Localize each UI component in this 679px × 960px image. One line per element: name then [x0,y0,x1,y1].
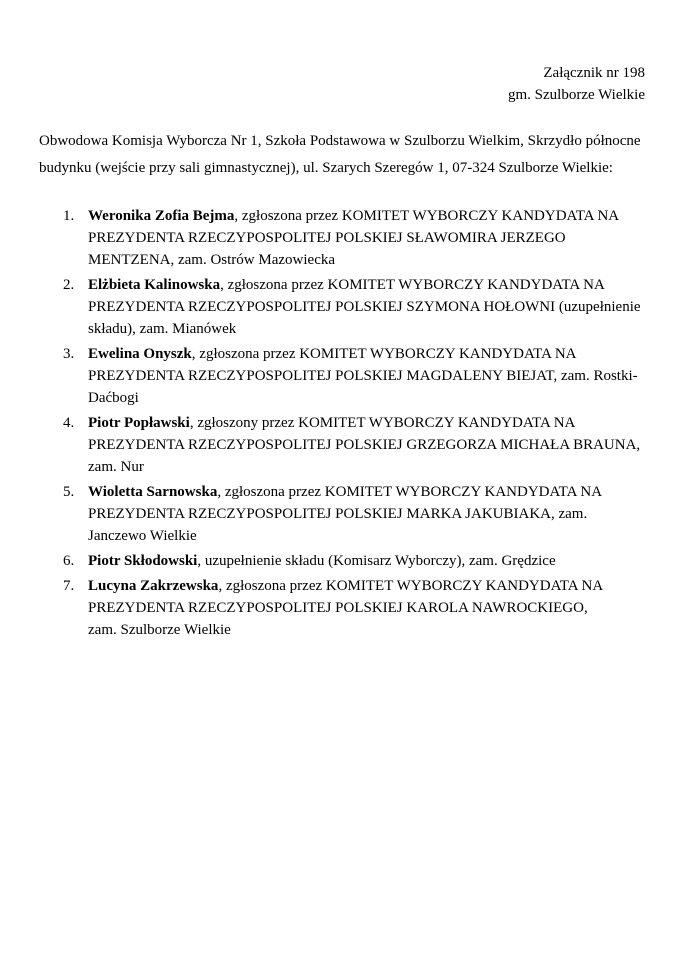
list-item-number: 4. [63,415,75,431]
list-item [63,575,644,641]
member-details: , zgłoszona przez KOMITET WYBORCZY KANDYDATA NA PREZYDENTA RZECZYPOSPOLITEJ POLSKIEJ MAGDALENY BIEJAT, zam. Rostki-Daćbogi [88,346,638,406]
commission-intro-paragraph: Obwodowa Komisja Wyborcza Nr 1, Szkoła Podstawowa w Szulborzu Wielkim, Skrzydło północne budynku (wejście przy sali gimnastycznej), ul. Szarych Szeregów 1, 07-324 Szulborze Wielkie: [39,133,641,176]
list-item [63,412,644,478]
list-item-text [88,205,644,271]
list-item-number: 3. [63,346,75,362]
member-details: , zgłoszona przez KOMITET WYBORCZY KANDYDATA NA PREZYDENTA RZECZYPOSPOLITEJ POLSKIEJ KAROLA NAWROCKIEGO, zam. Szulborze Wielkie [88,578,603,638]
member-name: Ewelina Onyszk [88,346,192,362]
list-item-number: 5. [63,484,75,500]
list-item-number: 2. [63,277,75,293]
list-item-text [88,481,644,547]
attachment-number: Załącznik nr 198 [543,65,645,81]
list-item [63,274,644,340]
list-item-number: 7. [63,578,75,594]
member-details: , zgłoszona przez KOMITET WYBORCZY KANDYDATA NA PREZYDENTA RZECZYPOSPOLITEJ POLSKIEJ SZYMONA HOŁOWNI (uzupełnienie składu), zam. Mianówek [88,277,641,337]
list-item [63,205,644,271]
list-item-text [88,550,644,572]
member-name: Lucyna Zakrzewska [88,578,219,594]
list-item [63,481,644,547]
member-name: Weronika Zofia Bejma [88,208,235,224]
municipality-name: gm. Szulborze Wielkie [508,87,645,103]
list-item-number: 1. [63,208,75,224]
list-item [63,550,644,572]
member-details: , zgłoszony przez KOMITET WYBORCZY KANDYDATA NA PREZYDENTA RZECZYPOSPOLITEJ POLSKIEJ GRZEGORZA MICHAŁA BRAUNA, zam. Nur [88,415,641,475]
member-details: , zgłoszona przez KOMITET WYBORCZY KANDYDATA NA PREZYDENTA RZECZYPOSPOLITEJ POLSKIEJ MARKA JAKUBIAKA, zam. Janczewo Wielkie [88,484,602,544]
member-name: Piotr Skłodowski [88,553,198,569]
member-name: Piotr Popławski [88,415,190,431]
member-name: Wioletta Sarnowska [88,484,218,500]
member-details: , zgłoszona przez KOMITET WYBORCZY KANDYDATA NA PREZYDENTA RZECZYPOSPOLITEJ POLSKIEJ SŁAWOMIRA JERZEGO MENTZENA, zam. Ostrów Mazowiecka [88,208,619,268]
list-item-text [88,412,644,478]
list-item-text [88,274,644,340]
attachment-header [0,62,645,106]
list-item-text [88,575,644,641]
member-details: , uzupełnienie składu (Komisarz Wyborczy), zam. Grędzice [197,553,556,569]
list-item [63,343,644,409]
list-item-number: 6. [63,553,75,569]
list-item-text [88,343,644,409]
member-list [63,205,644,641]
member-name: Elżbieta Kalinowska [88,277,221,293]
